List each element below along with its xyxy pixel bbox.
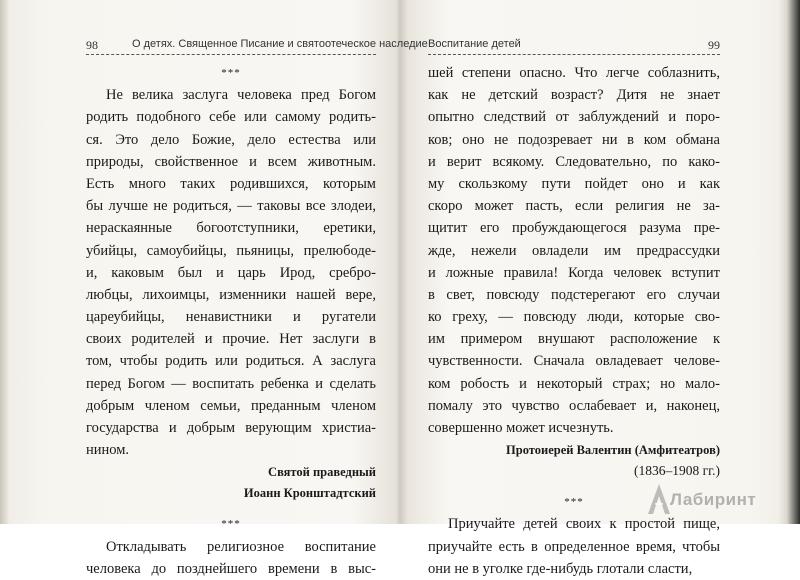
labirint-logo-icon	[646, 482, 672, 516]
text-line: Не велика заслуга человека пред Богом	[106, 87, 376, 104]
text-line: человека до позднейшего времени в выс-	[86, 560, 376, 577]
text-line: они не в уголке где-нибудь глотали сласти,	[428, 560, 693, 577]
right-page-number: 99	[708, 38, 720, 52]
section-divider-stars: ***	[221, 518, 241, 531]
left-page-text	[86, 62, 376, 580]
text-line: убийцы, самоубийцы, пьяницы, прелюбоде-	[86, 242, 376, 259]
watermark-text: Лабиринт	[670, 490, 757, 509]
text-line: и верит всякому. Следовательно, по како-	[428, 153, 720, 170]
text-line: ко греху, — повсюду люди, которые сво-	[428, 309, 720, 326]
signature-name: Протоиерей Валентин (Амфитеатров)	[506, 443, 720, 458]
text-line: щитит его пробуждающегося разума пре-	[428, 220, 720, 237]
text-line: жде, нежели овладели им предрассудки	[428, 242, 720, 259]
text-line: Приучайте детей своих к простой пище,	[448, 516, 720, 533]
section-divider-stars: ***	[564, 496, 584, 509]
labirint-watermark	[646, 478, 766, 518]
text-line: ся. Это дело Божие, дело естества или	[86, 131, 376, 148]
text-line: Откладывать религиозное воспитание	[106, 538, 376, 555]
left-running-title: О детях. Священное Писание и святоотеческое наследие	[132, 38, 428, 50]
page-edge-right	[778, 0, 800, 524]
text-line: му скользкому пути пойдет оно и как	[428, 175, 720, 192]
text-line: скоро может пасть, если религия не за-	[428, 198, 720, 215]
text-line: шей степени опасно. Что легче соблазнить,	[428, 65, 720, 81]
text-line: природы, свойственное и всем животным.	[86, 153, 376, 170]
text-line: государства и добрым верующим христиа-	[86, 420, 376, 436]
text-line: приучайте есть в определенное время, чтобы	[428, 538, 720, 555]
text-line: совершенно может исчезнуть.	[428, 420, 614, 436]
text-line: опытно следствий от заблуждений и поро-	[428, 109, 720, 126]
signature-years: (1836–1908 гг.)	[633, 463, 720, 479]
text-line: чувственности. Сначала овладевает челове-	[428, 353, 720, 370]
page-edge-left	[0, 0, 10, 524]
text-line: им примером внушают расположение к	[428, 331, 720, 348]
text-line: ков; оно не подозревает ни в ком обмана	[428, 131, 720, 148]
text-line: любцы, лихоимцы, изменники нашей вере,	[86, 286, 376, 303]
text-line: помалу это чувство ослабевает и, наконец,	[428, 397, 720, 414]
text-line: нераскаянные богоотступники, еретики,	[86, 220, 376, 237]
right-running-title: Воспитание детей	[428, 38, 521, 50]
section-divider-stars: ***	[221, 67, 241, 79]
text-line: Есть много таких родившихся, которым	[86, 175, 376, 192]
signature-name: Иоанн Кронштадтский	[243, 486, 376, 501]
signature-title: Святой праведный	[268, 465, 376, 480]
text-line: цареубийцы, ненавистники и ругатели	[86, 309, 376, 326]
text-line: том, чтобы родить или родиться. А заслуга	[86, 353, 376, 370]
text-line: бы лучше не родиться, — таковы все злодеи,	[86, 198, 376, 215]
text-line: в свет, повсюду подстерегают его случаи	[428, 286, 720, 303]
left-running-head	[86, 38, 428, 55]
text-line: добрым членом семьи, преданным членом	[86, 397, 376, 414]
text-line: перед Богом — воспитать ребенка и сделать	[86, 375, 376, 392]
text-line: своих родителей и прочие. Нет заслуги в	[86, 331, 376, 348]
text-line: родить подобного себе или самому родить-	[86, 109, 376, 126]
right-running-head	[428, 38, 720, 55]
text-line: и ложные правила! Когда человек вступит	[428, 264, 720, 281]
text-line: и, каковым был и царь Ирод, сребро-	[86, 264, 376, 281]
text-line: нином.	[86, 442, 130, 459]
text-line: ком робость и некоторый страх; но мало-	[428, 375, 720, 392]
text-line: как не детский возраст? Дитя не знает	[428, 87, 720, 104]
left-page-number: 98	[86, 38, 98, 52]
